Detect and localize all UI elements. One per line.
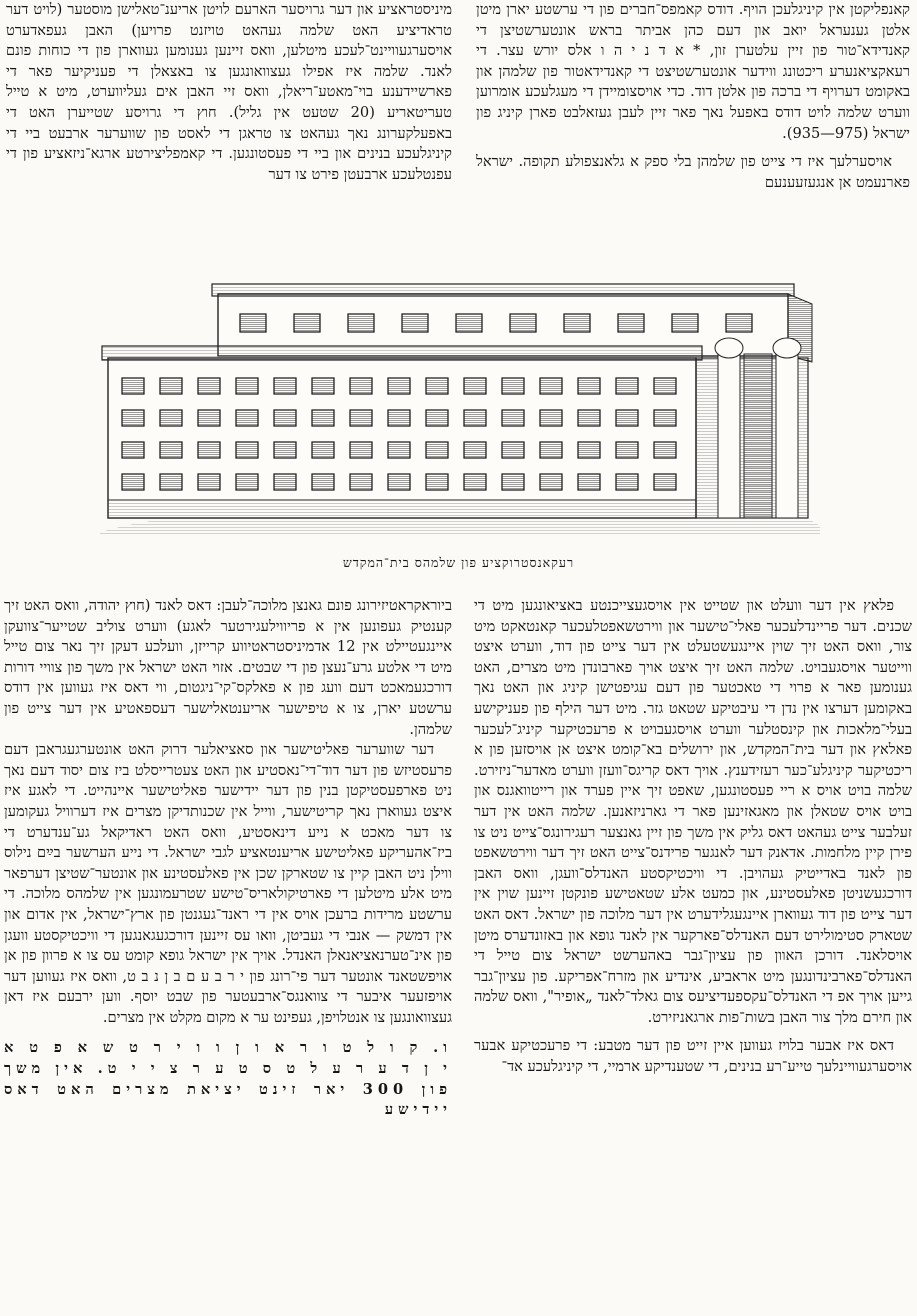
column-top-left — [6, 0, 452, 254]
column-bottom-left — [4, 596, 452, 1316]
window — [540, 442, 562, 458]
window — [350, 474, 372, 490]
window — [502, 474, 524, 490]
window — [388, 442, 410, 458]
paragraph: דער שווערער פאליטישער און סאציאלער דרוק האט אונטערגעגראבן דעם פרעסטיזש פון דער דוד־די־נאסטיע און האט צעטרייסלט ביז צום יסוד דעם נאך ניט פארפעסטיקטן בנין פון דער יידישער פאליטישער איינהייט. די לאגע איז איצט געווארן נאך קריטישער, ווייל אין שכנותדיקן מצרים איז דערוויל געקומען צו דער מאכט א נייע דינאסטיע, וואס האט ראדיקאל גע־ענדערט די ביז־אהעריקע פאליטישע אריענטאציע לגבי ישראל. די נייע הערשער בײַם נילוס ווילן ניט האבן קיין צו שטארקן שכן אין פאלעסטינע און אונטער־שטיצן דערפאר מיט אלע מיטלען די פארטיקולאריס־טישע שטרעמונגען אין שלמהס מלוכה. די ערשטע מרידות ברעכן אויס אין די ראנד־געגנטן פון ארץ־ישראל, אין אדום און אין דמשק — אנבי די געביטן, וואו עס זיינען דורכגעגאנגען די וויכטיקסטע וועגן פון אינ־טערנאציאנאלן האנדל. אויך אין ישראל גופא קומט עס צו א פרוון פון אן אויפשטאנד אונטער דער פי־רונג פון י ר ב ע ם ב ן נ ב ט, וואס איז געווען דער אויפזעער איבער די צוואנגס־ארבעטער פון שבט יוסף. ווען ירבעם איז דאן געצוואונגען צו אנטלויפן, געפינט ער א מקום מקלט אין מצרים. — [4, 741, 452, 1026]
window — [160, 410, 182, 426]
window — [294, 314, 320, 332]
window — [236, 410, 258, 426]
paragraph: ו. ק ו ל ט ו ר א ו ן ו ו י ר ט ש א פ ט א י ן ד ע ר ע ל ט ס ט ע ר צ י י ט. אין משך פון 300 יאר זינט יציאת מצרים האט דאס יידישע — [4, 1039, 452, 1119]
window — [348, 314, 374, 332]
window — [350, 442, 372, 458]
paragraph: פלאץ אין דער וועלט און שטייט אין אויסגעצייכנטע באציאונגען מיט די שכנים. דער פריינדלעכער פאלי־טישער און ווירטשאפטלעכער קאנטאקט מיט צור, וואס האט זיך שוין איינגעשטעלט אין דער צייט פון דוד, ווערט איצט ווייטער אויסגעבויט. שלמה האט זיך איצט אויך פארבונדן מיט מצרים, האט גענומען פאר א פרוי די טאכטער פון דעם עגיפטישן קיניג און האט נאך באקומען דערצו אין נדן די עיבטיקע שטאט גזר. מיט דער הילף פון פעניקישע בעלי־מלאכות און קינסטלער ווערט אויסגעבויט א פרעכטיקער קיניג־לעכער פאלאץ און דער בית־המקדש, און ירושלים בא־קומט איצט אן אויסזען פון א ריכטיקער קיניגלע־כער רעזידענץ. אויך דאס קריגס־וועזן ווערט מאדער־ניזירט. שלמה בויט אויס א ריי פעסטונגען, שאפט זיך איין פערד און רייטוואגנס און בויט אויס שטאלן און מאגאזינען פאר די גארניזאנען. שלמה האט אין דער זעלבער צייט געהאט דאס גליק אין משך פון זיין גאנצער רעגירונגס־צייט ניט צו פירן קיין מלחמות. אדאנק דער לאנגער פרידנס־צייט האט זיך דער ווירטשאפט פון לאנד באדייטיק געהויבן. די וויכטיקסטע האנדלס־וועגן, וואס האבן דורכגעשניטן פאלעסטינע, און כמעט אלע שטאטישע פונקטן זיינען שוין אין דער צייט פון דוד געווארן איינגעגלידערט אין דער מלוכה פון ישראל. דאס האט שטארק סטימולירט דעם האנדלס־פארקער אין לאנד גופא און באזונדערס מיטן אויסלאנד. דורכן האוון פון עציון־גבר באהערשט ישראל צום טייל די האנדלס־פארבינדונגען מיט אראביע, אינדיע און מזרח־אפריקע. פון עציון־גבר גייען אויך אפ די האנדלס־עקספעדיציעס צום גאלד־לאנד „אופיר", וואס שלמה און חירם מלך צור האבן בשות־פות ארגאניזירט. — [474, 597, 912, 1026]
window — [502, 442, 524, 458]
window — [578, 474, 600, 490]
window — [274, 474, 296, 490]
window — [578, 378, 600, 394]
window — [122, 378, 144, 394]
window — [464, 474, 486, 490]
window — [654, 474, 676, 490]
window — [160, 442, 182, 458]
window — [274, 378, 296, 394]
window — [616, 442, 638, 458]
window — [616, 410, 638, 426]
column-top-right — [476, 0, 910, 232]
window — [350, 410, 372, 426]
window — [198, 378, 220, 394]
window — [236, 378, 258, 394]
window — [236, 442, 258, 458]
window — [198, 474, 220, 490]
window — [388, 410, 410, 426]
window — [240, 314, 266, 332]
window — [236, 474, 258, 490]
window — [160, 378, 182, 394]
window — [464, 378, 486, 394]
illustration-caption: רעקאנסטרוקציע פון שלמהס בית־המקדש — [342, 555, 575, 570]
window — [198, 442, 220, 458]
window — [564, 314, 590, 332]
window — [274, 410, 296, 426]
window — [654, 442, 676, 458]
window — [502, 410, 524, 426]
window — [616, 378, 638, 394]
window — [350, 378, 372, 394]
window — [122, 410, 144, 426]
window — [274, 442, 296, 458]
paragraph: מיניסטראציע און דער גרויסער הארעם לויטן אריענ־טאלישן מוסטער (לויט דער טראדיציע האט שלמה געהאט טויזנט פרויען) האבן געפאדערט אויסערגעוויינט־לעכע מיטלען, וואס זיינען גענומען געווארן פון די כוחות פונם לאנד. שלמה איז אפילו געצוואונגען צו באצאלן די פעניקיער פאר די פארשיידענע בוי־מאטע־ריאלן, וואס זיי האבן אים געליווערט, מיט א טייל טעריטאריע (20 שטעט אין גליל). חוץ די גרויסע שטייערן האט די באפעלקערונג נאך געהאט צו טראגן די לאסט פון שווערער ארבעט ביי די קיניגלעכע בנינים און ביי די פעסטונגען. די קאמפליצירטע ארגא־ניזאציע פון די עפנטלעכע ארבעטן פירט צו דער — [6, 1, 452, 183]
window — [616, 474, 638, 490]
paragraph: ביוראקראטיזירונג פונם גאנצן מלוכה־לעבן: דאס לאנד (חוץ יהודה, וואס האט זיך קענטיק געפונען אין א פריווילעגירטער לאגע) ווערט צוליב שטייער־צוועקן איינגעטיילט אין 12 אדמיניסטראטיווע קרייזן, וועלכע דעקן זיך נאר צום טייל מיט די אלטע גרע־נעצן פון די שבטים. אזוי האט ישראל אין משך פון צוויי דורות דורכגעמאכט דעם וועג פון א פאלקס־קי־ניגטום, ווי דאס איז געווען אין דודס ערשטע יארן, צו א טיפישער אריענטאלישער דעספאטיע אין דער צייט פון שלמהן. — [4, 597, 452, 738]
column-bottom-right — [474, 596, 912, 1316]
window — [122, 442, 144, 458]
window — [502, 378, 524, 394]
window — [388, 474, 410, 490]
temple-engraving-illustration — [100, 254, 820, 540]
window — [540, 410, 562, 426]
window — [312, 378, 334, 394]
window — [312, 410, 334, 426]
window — [510, 314, 536, 332]
window — [402, 314, 428, 332]
window — [198, 410, 220, 426]
window — [464, 442, 486, 458]
paragraph: אויסערלעך איז די צייט פון שלמהן בלי ספק א גלאנצפולע תקופה. ישראל פארנעמט אן אנגעזעענעם — [476, 153, 910, 191]
paragraph: קאנפליקטן אין קיניגלעכן הויף. דודס קאמפס־חברים פון די ערשטע יארן מיטן אלטן גענעראל יואב און דעם כהן אביתר בראש אונטערשטיצן די קאנדידא־טור פון זיין עלטערן זון, * א ד נ י ה ו אלס יורש עצר. די רעאקציאנערע ריכטונג ווידער אונטערשטיצט די קאנדידאטור פון שלמהן און באקומט דערויף די ברכה פון אלטן דוד. כדי אויסצומיידן די מעגלעכע אומרוען ווערט שלמה לויט דודס באפעל נאך פאר זיין לעבן געזאלבט פארן קיניג פון ישראל (975—935). — [476, 1, 910, 142]
window — [160, 474, 182, 490]
window — [540, 474, 562, 490]
window — [312, 442, 334, 458]
window — [426, 474, 448, 490]
window — [578, 410, 600, 426]
window — [426, 410, 448, 426]
window — [654, 410, 676, 426]
window — [464, 410, 486, 426]
window — [426, 442, 448, 458]
window — [672, 314, 698, 332]
window — [388, 378, 410, 394]
paragraph: דאס איז אבער בלויז געווען איין זייט פון דער מטבע: די פרעכטיקע אבער אויסערגעוויינלעך טייע־רע בנינים, די שטענדיקע ארמיי, די קיניגלעכע אד־ — [474, 1037, 912, 1076]
window — [426, 378, 448, 394]
window — [578, 442, 600, 458]
window — [456, 314, 482, 332]
window — [654, 378, 676, 394]
window — [540, 378, 562, 394]
window — [618, 314, 644, 332]
window — [122, 474, 144, 490]
window — [726, 314, 752, 332]
window — [312, 474, 334, 490]
